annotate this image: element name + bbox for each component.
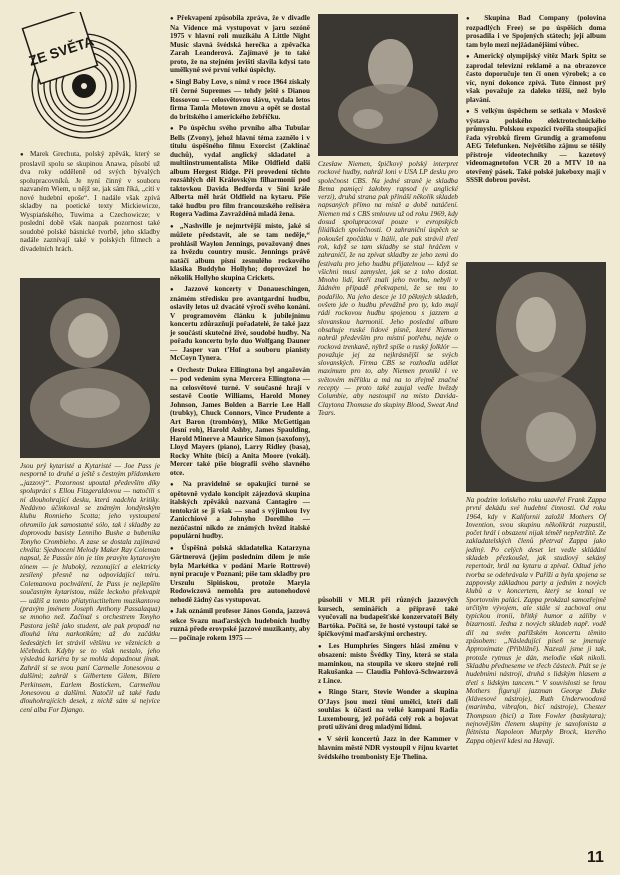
news-column-4: [466, 14, 606, 185]
ze-sveta-logo: [20, 12, 148, 142]
news-item: ● S velkým úspěchem se setkala v Moskvě výstava polského elektrotechnického průmyslu. Polskou expozici tvořila stoupající řada výrobků firem Grundig a gramofonu AEG Telefunken. Největšího zájmu se těšily přístroje videotechniky — kazetový videomagnetofon VCR 20 a MTV 10 na otevřený pásek. Také polské jukeboxy mají v SSSR dobrou pověst.: [466, 107, 606, 185]
grechuta-article: ● Marek Grechuta, polský zpěvák, který se proslavil spolu se skupinou Anawa, působí už dva roky odděleně od svých bývalých spolupracovníků. Je nyní činný v souboru nazvaném Wiem, u nějž se, jak sám říká, „cítí v nové hudební epoše“. I nadále však zpívá skladby na poetické texty Mickiewicze, Wyspiańského, Tuwima a Czechowicze; v poslední době však naopak pozornost také soudobé polské básnické tvorbě, jeho skladby nadále zaznívají také v polských filmech a divadelních hrách.: [20, 150, 160, 253]
news-item: ● Skupina Bad Company (polovina rozpadlých Free) se po úspěších doma prosadila i ve Spojených státech; její album tam bylo mezi nejžádanějšími vůbec.: [466, 14, 606, 49]
zappa-caption: Na podzim loňského roku uzavřel Frank Zappa první dekádu své hudební činnosti. Od roku 1964, kdy v Kalifornii založil Mothers Of Invention, svou skupinu několikrát rozpustil, počet hrál i obsazení nijak téměř nepřetržitě. Ze zakladatelských členů přetrval Zappa jako jediný. Po celých deset let vedle skládání skladeb přezkoušel, jak studiový sekáný repertoár, hrál na kytaru a zpíval. Odtud jeho tvorba se odehrávala v Paříži a byla spojena se zappovsky základnou party a jedním z nových klubů a v koncertem, který se konal ve Sportovním paláci. Zappa prokázal samozřejmě určitým vývojem, ale stále si zachoval onu typickou ironii, břitký humor a záliby v bizarnosti. Jedna z nových skladeb např. vodě dil na svém pařížském koncertu těmito způsobem: „Následující píseň se jmenuje Approximate (Přibližně). Nazvali jsme ji tak, protože rytmus je dán, melodie však nikoli. Skladbu předneseme ve třech částech. Ptát se je hudebními nástroji, druhá s lidským hlasem a třetí s lidským tancem.“ V souvislosti se hrou Mothers figurují jazzman George Duke (klávesové nástroje), Ruth Underwoodová (marimba, vibrafon, bicí nástroje), Chester Thompson (bicí) a Tom Fowler (baskytara); nejnovějším členem skupiny je saxofonista a flétnista Napoleon Murphy Brock, kterého Zappa objevil kdesi na Havaji.: [466, 496, 606, 745]
news-item: ● Na pravidelně se opakující turné se opětovně vydalo koncipit zájezdová skupina italských zpěváků nazvaná Cantagiro — tentokrát se ji však — snad s výjimkou Ivy Zanicchiové a Johnyho Dorellího — nezúčastní nikdo ze známých hvězd italské populární hudby.: [170, 480, 310, 541]
joe-pass-caption: Jsou prý kytaristé a Kytaristé — Joe Pass je nesporně to druhé a ještě s čestným přídomkem „jazzový“. Pozornost upoutal především díky spolupráci s Ellou Fitzgeraldovou — natočili s ní dlouhohrající desku, která nadchla kritiky. Nedávno účinkoval se známým londýnským klubu Ronnieho Scotta; jeho vystoupení ohromilo jak samostatné sólo, tak i skladby za doprovodu basisty Lenniho Bushe a bubeníka Tonyho Crombieho. A zase se dostala zajímavá chvála: Sjednoceni Melody Maker Ray Coleman napsal, že Passův tón je tím pravým kytarovým tónem — je hluboký, rezonující a elektricky zesílený přesně na odpovídající míru. Colemanova pochválení, že Pass je nejlepším současným kytaristou, může leckoho překvapit — uážíš a tomto příatytiuctiteltem muzikantova (pravým jménem Joseph Anthony Passalaqua) se mnoho než. Začínal s orchestrem Tonyho Pastora ještě jako student, ale pak propadl na dlouhá léta narkotikům; až do začátku šedesátých let strávil většinu ve věznicích a léčebnách. Kdyby se to však nestalo, jeho výsledná kariéra by se mohla dopadnout jinak. Zahrál si se svou paní Carmelle Jonesovou a dalšími; zahrál s Gilbertem Gilem, Bilem Perkinsem, Earlem Bostickem, Carmellou Jonesovou a dalšími. Natočil už také řadu dlouhohrajících desek, z nichž sám si nejvíce cení alba For Django.: [20, 462, 160, 714]
news-item: ● Les Humphries Singers hlási změnu v obsazení: místo Švédky Tiny, která se stala maminkou, na stoupila ve skoro stejné roli Rakušanka — Claudia Pohlová-Schwarzová z Lince.: [318, 642, 458, 686]
zappa-photo: [466, 262, 606, 492]
joe-pass-photo: [20, 278, 160, 458]
news-item: ● Po úspěchu svého prvního alba Tubular Bells (Zvony), jehož hlavní téma zaznělo i v titulu úspěšného filmu Exorcist (Zaklínač duchů), vydal anglický skladatel a multiinstrumentalista Mike Oldfield další album Hergest Ridge. Při provedení těchto rozsáhlých děl Královským filharmonií pod taktovkou Davida Bedforda v Síni krále Alberta měl hrát Oldfield na kytaru. Píše také hudbu pro film francouzského režiséra Rogera Vadima Zavražděná mladá žena.: [170, 124, 310, 219]
news-item: ● Orchestr Dukea Ellingtona byl angažován — pod vedením syna Mercera Ellingtona — na celosvětové turné. V současné hrají v sestavě Cootie Williams, Harold Money Johnson, James Bolden a Barrie Lee Hall (trubky), Chuck Connors, Vince Prudente a Art Baron (trombóny), Mike McGettigan (lesní roh), Harold Ashby, James Spaulding, Harold Minerve a Maurice Simon (saxofony), Lloyd Mayers (piano), Larry Ridley (basa), Rocky White (bicí) a Anita Moore (vokál). Mercer také píše biografii svého slavného otce.: [170, 366, 310, 478]
news-column-3: [318, 596, 458, 761]
news-item: ● Překvapení způsobila zpráva, že v divadle Na Vídence má vystupovat v jaru sezóně 1975 v hlavní roli muzikálu A Little Night Music slavná švédská herečka a zpěvačka Zarah Leanderová. Zajímavé je to také proto, že na stejném jevišti slavila kdysi tato umělkyně své první velké úspěchy.: [170, 14, 310, 75]
news-item: ● Úspěšná polská skladatelka Katarzyna Gärtnerová (jejím posledním dílem je mše byla Markétka v podání Marie Rottrové) nyní pracuje v Poznani; píše tam skladby pro Urszulu Sipińskou, protože Maryla Rodowiczová nemohla pro autonehodové nehodě žádný čas vystupovat.: [170, 544, 310, 605]
niemen-photo: [318, 14, 458, 156]
news-column-2: [170, 14, 310, 642]
news-item: ● Singl Baby Love, s nímž v roce 1964 získaly tři černé Supremes — tehdy ještě s Dianou Rossovou — celosvětovou slávu, vydala letos firma Tamla Motown znovu a opět se dostal do britského i amerického žebříčku.: [170, 78, 310, 122]
niemen-caption: Czesław Niemen, špičkový polský interpret rockové hudby, nahrál loni v USA LP desku pro společnost CBS. Na jedné straně je skladba Bema pamięci żałobny rapsod (v anglické verzi), druhá strana pak přináší několik skladeb napsaných přímo na místě a době natáčení. Niemen má s CBS smlouvu už od roku 1969, kdy dosud spolupracoval pouze v evropských filiálkách společnosti. O zahraniční úspěch se pokoušel zpočátku v Itálii, ale pak strávil třetí rok, když se tam skladby se stal hráčem v zahraničí, že na zpívat skladby ze jeho zemi do festivalu pro jeho hudbu přijatelnou — když se všichni musí zamyslet, jak se z toho dostat. Mnoho lidí, kteří znali jeho tvorbu, nebyli v žádném případě překvapeni, že se mu to podařilo. Na jeho desce je 10 pěkných skladeb, ovšem jde o hudbu převážně pro ty, kdo mají rádi rockovou hudbu spojenou s jazzem a slovanskou harmonií. Jeho poslední album obsahuje ruské lidové písně, které Niemen nahrál především pro místní potřebu, nejde o rocková trenkaně, nýbrž spíše o ruský folklór — považuje jej za nejkrásnější se svých slovanských. Firma CBS se rozhodla udělat maximum pro to, aby Niemen pronikl i ve světovém měřítku a má na to zřejmě značné recepty — proto také zaujal vedle hvězdy Columbie, aby nastoupil na místo Davida-Claytona Thomase do skupiny Blood, Sweat And Tears.: [318, 160, 458, 417]
page-number: 11: [587, 849, 604, 866]
news-item: ● Jak oznámil profesor János Gonda, jazzová sekce Svazu maďarských hudebních hudby ruzná přede erovpské jazzové muzikanty, aby — počínaje rokem 1975 —: [170, 607, 310, 642]
news-item: ● V sérii koncertů Jazz in der Kammer v hlavním městě NDR vystoupil v říjnu kvartet švédského trombonisty Eje Thelina.: [318, 735, 458, 762]
news-item: ● Jazzové koncerty v Donaueschingen, známém středisku pro avantgardní hudbu, oslavily letos už dvacáté výročí svého konání. V programovém článku k jubilejnímu koncertu zdůrazňují pořadatelé, že také jazz je součástí skutečné živé, soudobé hudby. Na pořadu koncertu bylo duo Wolfgang Dauner — Jasper van t’Hof a souboru pianisty McCoyn Tynera.: [170, 285, 310, 363]
news-item: ● „Nashville je nejmrtvější místo, jaké si můžete představit, ale se tam neděje,“ prohlásil Waylon Jennings, považovaný dnes za hvězdu country music. Jennings právě natáčí album písní zesnulého rockového klasika Buddyho Hollyho; doprovázel ho několik Hollyho skupina Crickets.: [170, 222, 310, 283]
news-item: ● Ringo Starr, Stevie Wonder a skupina O’Jays jsou mezi těmi umělci, kteří dali souhlas k účasti na velké kampani Radia Luxembourg, jež pořádá celý rok a bojovat proti užívání drog mladými lidmi.: [318, 688, 458, 732]
logo-text: ZE SVĚTA: [26, 32, 96, 69]
news-item: ● Americký olympijský vítěz Mark Spitz se zaprodal televizní reklamě a na obrazovce často doporučuje ten či onen výrobek; a co víc, nyní dokonce zpívá. Tuto činnost prý však považuje za daleko těžší, než bylo plavání.: [466, 52, 606, 104]
news-item: působili v MLR při různých jazzových kursech, seminářích a přípravě také vyučovali na budapešťské konzervatoři Bély Bartóka. Počítá se, že hosté vystoupí také se špičkovými maďarskými orchestry.: [318, 596, 458, 638]
